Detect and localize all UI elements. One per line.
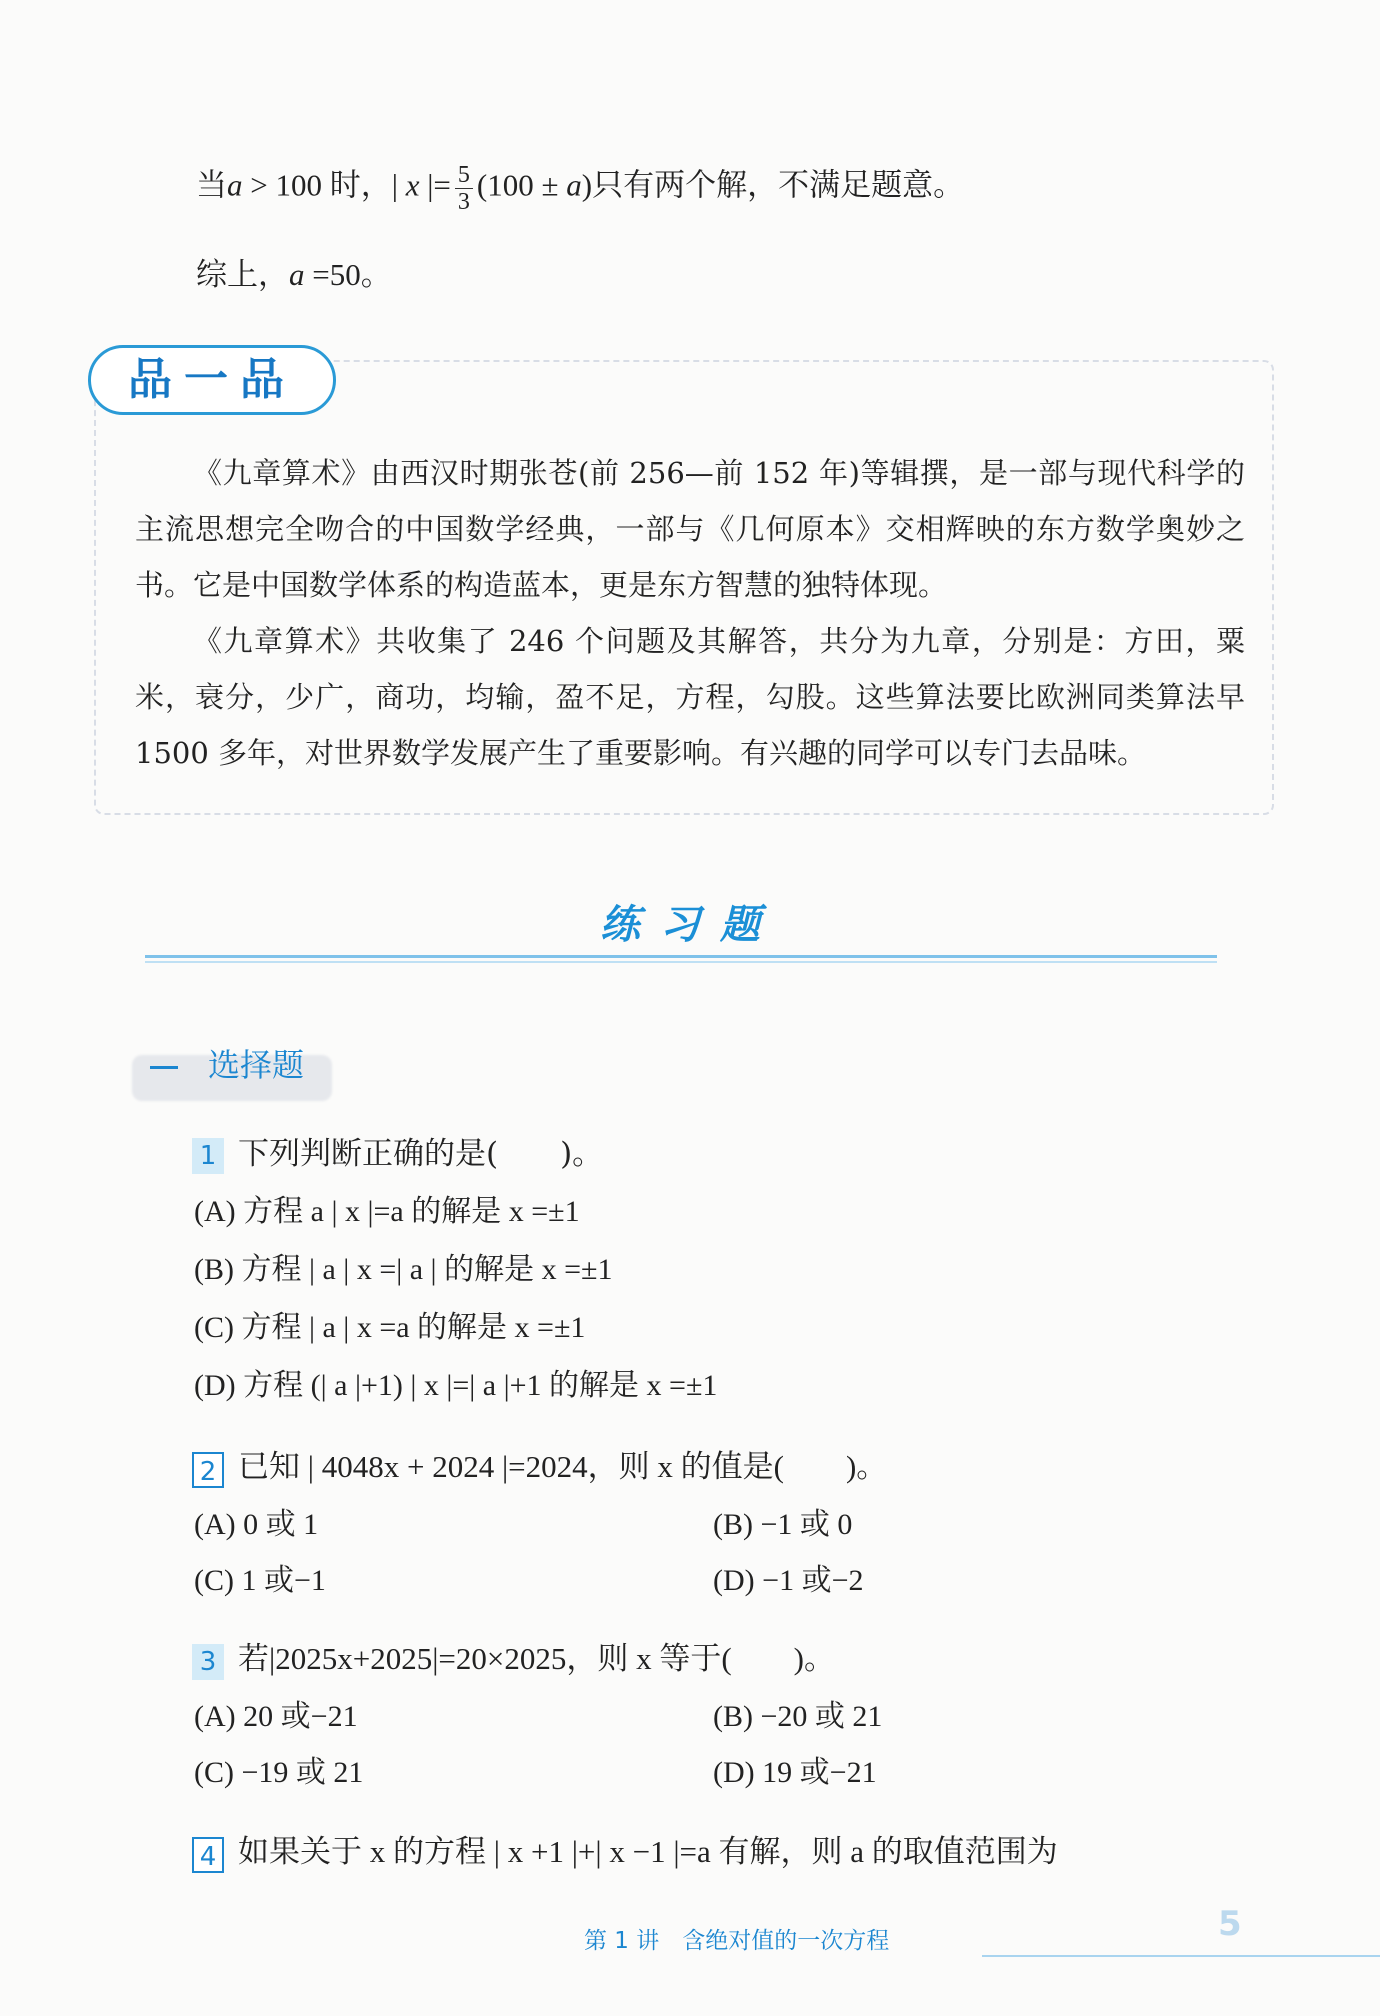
section-dash-icon xyxy=(150,1066,178,1069)
footer-chapter-title: 第 1 讲 含绝对值的一次方程 xyxy=(584,1928,890,1954)
title-rule-thin xyxy=(145,961,1217,963)
option-c: (C) −19 或 21 xyxy=(194,1756,364,1789)
section-title: 选择题 xyxy=(208,1046,305,1084)
question-3 xyxy=(192,1639,835,1680)
section-header xyxy=(150,1040,304,1086)
pinyipin-title: 品一品 xyxy=(88,345,336,415)
question-2 xyxy=(192,1447,887,1488)
text-paren: (100 ± xyxy=(476,167,567,203)
var-a: a xyxy=(227,167,243,203)
question-stem: 如果关于 x 的方程 | x +1 |+| x −1 |=a 有解，则 a 的取值范围为 xyxy=(238,1834,1058,1869)
question-number: 2 xyxy=(192,1452,224,1488)
option-b: (B) 方程 | a | x =| a | 的解是 x =±1 xyxy=(194,1253,613,1286)
solution-line-2 xyxy=(196,255,392,295)
question-stem: 若|2025x+2025|=20×2025，则 x 等于( )。 xyxy=(238,1641,836,1676)
solution-line-1 xyxy=(196,162,964,215)
option-d: (D) 19 或−21 xyxy=(713,1756,877,1789)
pinyipin-paragraph-2: 《九章算术》共收集了 246 个问题及其解答，共分为九章，分别是：方田，粟米，衰分，少广，商功，均输，盈不足，方程，勾股。这些算法要比欧洲同类算法早 1500 多年，对世界数学发展产生了重要影响。有兴趣的同学可以专门去品味。 xyxy=(135,624,1245,770)
option-a: (A) 0 或 1 xyxy=(194,1508,319,1541)
var-a-2: a xyxy=(566,167,582,203)
fraction-denominator: 3 xyxy=(457,189,470,215)
var-x: x xyxy=(405,167,420,203)
text-conclusion: )只有两个解，不满足题意。 xyxy=(581,167,965,203)
text-when: 当 xyxy=(196,167,227,203)
text-condition: > 100 时，| xyxy=(242,167,406,203)
option-c: (C) 方程 | a | x =a 的解是 x =±1 xyxy=(194,1311,586,1344)
question-number: 4 xyxy=(192,1837,224,1873)
footer-rule xyxy=(982,1955,1380,1957)
fraction xyxy=(455,162,473,215)
option-a: (A) 方程 a | x |=a 的解是 x =±1 xyxy=(194,1195,580,1228)
text-summary: 综上， xyxy=(196,257,289,292)
title-rule xyxy=(145,955,1217,958)
question-number: 1 xyxy=(192,1138,224,1174)
exercises-title: 练习题 xyxy=(600,902,780,948)
var-a-3: a xyxy=(289,257,305,292)
option-a: (A) 20 或−21 xyxy=(194,1700,358,1733)
text-answer: =50。 xyxy=(304,257,392,292)
text-equals: |= xyxy=(419,167,451,203)
option-b: (B) −1 或 0 xyxy=(713,1508,853,1541)
option-d: (D) 方程 (| a |+1) | x |=| a |+1 的解是 x =±1 xyxy=(194,1369,718,1402)
fraction-numerator: 5 xyxy=(455,162,473,189)
question-stem: 已知 | 4048x + 2024 |=2024，则 x 的值是( )。 xyxy=(238,1449,888,1484)
page-number: 5 xyxy=(1218,1904,1242,1944)
pinyipin-paragraph-1: 《九章算术》由西汉时期张苍(前 256—前 152 年)等辑撰，是一部与现代科学的主流思想完全吻合的中国数学经典，一部与《几何原本》交相辉映的东方数学奥妙之书。它是中国数学体系的构造蓝本，更是东方智慧的独特体现。 xyxy=(135,456,1245,602)
question-4 xyxy=(192,1832,1058,1873)
option-c: (C) 1 或−1 xyxy=(194,1564,326,1597)
question-1 xyxy=(192,1134,603,1174)
option-d: (D) −1 或−2 xyxy=(713,1564,864,1597)
question-number: 3 xyxy=(192,1644,224,1680)
question-stem: 下列判断正确的是( )。 xyxy=(238,1136,604,1172)
option-b: (B) −20 或 21 xyxy=(713,1700,883,1733)
